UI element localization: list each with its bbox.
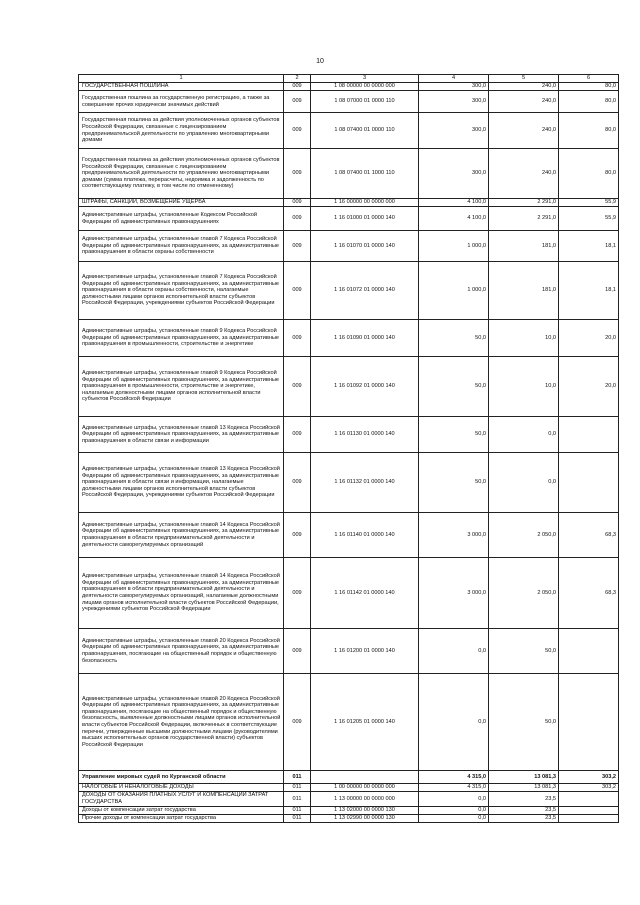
admin-code-cell: 009 <box>284 91 311 113</box>
value-col5-cell: 181,0 <box>489 262 559 320</box>
row-name-cell: Государственная пошлина за действия уполномоченных органов субъектов Российской Федерации, связанные с лицензированием предпринимательской деятельности по управлению многоквартирными домами <box>79 113 284 149</box>
classification-code-cell: 1 16 01130 01 0000 140 <box>311 417 419 453</box>
value-col6-cell: 20,0 <box>559 357 619 417</box>
value-col6-cell <box>559 674 619 771</box>
column-number: 6 <box>559 75 619 83</box>
row-name-cell: Административные штрафы, установленные главой 20 Кодекса Российской Федерации об административных правонарушениях, за административные правонарушения, посягающие на общественный порядок и общественную безопасность, выявленные должностными лицами органов исполнительной власти субъектов Российской Федерации, включенных в соответствующие перечни, утвержденные высшими должностными лицами (руководителями высших исполнительных органов государственной власти) субъектов Российской Федерации <box>79 674 284 771</box>
admin-code-cell: 011 <box>284 784 311 792</box>
value-col4-cell: 0,0 <box>419 674 489 771</box>
value-col4-cell: 300,0 <box>419 113 489 149</box>
row-name-cell: ГОСУДАРСТВЕННАЯ ПОШЛИНА <box>79 83 284 91</box>
table-row <box>79 231 619 262</box>
value-col5-cell: 50,0 <box>489 674 559 771</box>
value-col5-cell: 13 081,3 <box>489 771 559 784</box>
value-col6-cell <box>559 807 619 815</box>
value-col4-cell: 50,0 <box>419 417 489 453</box>
value-col5-cell: 240,0 <box>489 91 559 113</box>
row-name-cell: Административные штрафы, установленные главой 14 Кодекса Российской Федерации об административных правонарушениях, за административные правонарушения в области предпринимательской деятельности и деятельности саморегулируемых организаций <box>79 513 284 558</box>
value-col5-cell: 2 050,0 <box>489 558 559 629</box>
classification-code-cell: 1 13 02000 00 0000 130 <box>311 807 419 815</box>
row-name-cell: ШТРАФЫ, САНКЦИИ, ВОЗМЕЩЕНИЕ УЩЕРБА <box>79 199 284 207</box>
row-name-cell: Государственная пошлина за действия уполномоченных органов субъектов Российской Федерации, связанные с лицензированием предпринимательской деятельности по управлению многоквартирными домами (сумма платежа, перерасчеты, недоимка и задолженность по соответствующему платежу, в том числе по отмененному) <box>79 149 284 199</box>
classification-code-cell: 1 16 01205 01 0000 140 <box>311 674 419 771</box>
value-col5-cell: 240,0 <box>489 149 559 199</box>
row-name-cell: Административные штрафы, установленные главой 7 Кодекса Российской Федерации об административных правонарушениях, за административные правонарушения в области охраны собственности <box>79 231 284 262</box>
admin-code-cell: 011 <box>284 815 311 823</box>
value-col4-cell: 50,0 <box>419 453 489 513</box>
value-col6-cell <box>559 453 619 513</box>
table-row <box>79 807 619 815</box>
revenue-table <box>78 74 619 823</box>
value-col5-cell: 240,0 <box>489 113 559 149</box>
value-col4-cell: 4 100,0 <box>419 199 489 207</box>
table-row <box>79 199 619 207</box>
row-name-cell: Государственная пошлина за государственную регистрацию, а также за совершение прочих юридически значимых действий <box>79 91 284 113</box>
value-col5-cell: 23,5 <box>489 815 559 823</box>
value-col6-cell: 68,3 <box>559 513 619 558</box>
admin-code-cell: 009 <box>284 629 311 674</box>
admin-code-cell: 009 <box>284 262 311 320</box>
table-row <box>79 771 619 784</box>
value-col4-cell: 0,0 <box>419 629 489 674</box>
column-number: 2 <box>284 75 311 83</box>
value-col6-cell: 80,0 <box>559 113 619 149</box>
table-row <box>79 207 619 231</box>
value-col5-cell: 13 081,3 <box>489 784 559 792</box>
row-name-cell: Административные штрафы, установленные главой 9 Кодекса Российской Федерации об административных правонарушениях, за административные правонарушения в промышленности, строительстве и энергетике, налагаемые должностными лицами органов исполнительной власти субъектов Российской Федерации <box>79 357 284 417</box>
row-name-cell: Административные штрафы, установленные главой 13 Кодекса Российской Федерации об административных правонарушениях, за административные правонарушения в области связи и информации <box>79 417 284 453</box>
value-col4-cell: 50,0 <box>419 320 489 357</box>
table-row <box>79 262 619 320</box>
row-name-cell: Административные штрафы, установленные Кодексом Российской Федерации об административных правонарушениях <box>79 207 284 231</box>
table-row <box>79 320 619 357</box>
classification-code-cell: 1 16 00000 00 0000 000 <box>311 199 419 207</box>
value-col4-cell: 1 000,0 <box>419 231 489 262</box>
table-row <box>79 453 619 513</box>
classification-code-cell: 1 08 07000 01 0000 110 <box>311 91 419 113</box>
classification-code-cell: 1 16 01142 01 0000 140 <box>311 558 419 629</box>
value-col6-cell <box>559 629 619 674</box>
value-col4-cell: 300,0 <box>419 149 489 199</box>
value-col5-cell: 10,0 <box>489 357 559 417</box>
page-number: 10 <box>316 58 324 65</box>
classification-code-cell: 1 16 01000 01 0000 140 <box>311 207 419 231</box>
value-col4-cell: 300,0 <box>419 91 489 113</box>
classification-code-cell: 1 13 00000 00 0000 000 <box>311 792 419 807</box>
classification-code-cell <box>311 771 419 784</box>
value-col5-cell: 50,0 <box>489 629 559 674</box>
table-row <box>79 629 619 674</box>
value-col6-cell: 303,2 <box>559 784 619 792</box>
classification-code-cell: 1 16 01200 01 0000 140 <box>311 629 419 674</box>
table-row <box>79 792 619 807</box>
table-row <box>79 558 619 629</box>
classification-code-cell: 1 08 00000 00 0000 000 <box>311 83 419 91</box>
value-col6-cell <box>559 417 619 453</box>
table-row <box>79 815 619 823</box>
value-col5-cell: 23,5 <box>489 807 559 815</box>
value-col5-cell: 2 291,0 <box>489 199 559 207</box>
admin-code-cell: 009 <box>284 231 311 262</box>
column-number: 5 <box>489 75 559 83</box>
value-col4-cell: 4 315,0 <box>419 771 489 784</box>
admin-code-cell: 009 <box>284 83 311 91</box>
row-name-cell: Управление мировых судей по Курганской области <box>79 771 284 784</box>
row-name-cell: Административные штрафы, установленные главой 13 Кодекса Российской Федерации об административных правонарушениях, за административные правонарушения в области связи и информации, налагаемые должностными лицами органов исполнительной власти субъектов Российской Федерации, учреждениями субъектов Российской Федерации <box>79 453 284 513</box>
value-col5-cell: 2 050,0 <box>489 513 559 558</box>
table-row <box>79 113 619 149</box>
value-col6-cell: 303,2 <box>559 771 619 784</box>
table-row <box>79 83 619 91</box>
row-name-cell: Доходы от компенсации затрат государства <box>79 807 284 815</box>
value-col5-cell: 0,0 <box>489 453 559 513</box>
row-name-cell: НАЛОГОВЫЕ И НЕНАЛОГОВЫЕ ДОХОДЫ <box>79 784 284 792</box>
value-col6-cell: 80,0 <box>559 83 619 91</box>
admin-code-cell: 009 <box>284 453 311 513</box>
value-col6-cell: 80,0 <box>559 149 619 199</box>
value-col6-cell: 20,0 <box>559 320 619 357</box>
row-name-cell: Прочие доходы от компенсации затрат государства <box>79 815 284 823</box>
admin-code-cell: 009 <box>284 207 311 231</box>
value-col6-cell: 18,1 <box>559 262 619 320</box>
classification-code-cell: 1 00 00000 00 0000 000 <box>311 784 419 792</box>
admin-code-cell: 009 <box>284 513 311 558</box>
value-col4-cell: 3 000,0 <box>419 513 489 558</box>
classification-code-cell: 1 16 01092 01 0000 140 <box>311 357 419 417</box>
classification-code-cell: 1 16 01132 01 0000 140 <box>311 453 419 513</box>
value-col5-cell: 23,5 <box>489 792 559 807</box>
value-col6-cell: 80,0 <box>559 91 619 113</box>
classification-code-cell: 1 16 01072 01 0000 140 <box>311 262 419 320</box>
value-col4-cell: 4 315,0 <box>419 784 489 792</box>
admin-code-cell: 011 <box>284 771 311 784</box>
value-col6-cell <box>559 815 619 823</box>
column-number-row <box>79 75 619 83</box>
table-body <box>79 83 619 823</box>
classification-code-cell: 1 16 01090 01 0000 140 <box>311 320 419 357</box>
table-row <box>79 149 619 199</box>
admin-code-cell: 009 <box>284 320 311 357</box>
table-row <box>79 357 619 417</box>
admin-code-cell: 009 <box>284 558 311 629</box>
row-name-cell: Административные штрафы, установленные главой 9 Кодекса Российской Федерации об административных правонарушениях, за административные правонарушения в промышленности, строительстве и энергетике <box>79 320 284 357</box>
admin-code-cell: 011 <box>284 807 311 815</box>
value-col6-cell: 55,9 <box>559 207 619 231</box>
table-row <box>79 417 619 453</box>
admin-code-cell: 009 <box>284 113 311 149</box>
column-number: 1 <box>79 75 284 83</box>
column-number: 4 <box>419 75 489 83</box>
admin-code-cell: 009 <box>284 149 311 199</box>
value-col4-cell: 50,0 <box>419 357 489 417</box>
row-name-cell: ДОХОДЫ ОТ ОКАЗАНИЯ ПЛАТНЫХ УСЛУГ И КОМПЕНСАЦИИ ЗАТРАТ ГОСУДАРСТВА <box>79 792 284 807</box>
value-col5-cell: 240,0 <box>489 83 559 91</box>
value-col4-cell: 1 000,0 <box>419 262 489 320</box>
value-col4-cell: 300,0 <box>419 83 489 91</box>
value-col5-cell: 2 291,0 <box>489 207 559 231</box>
value-col4-cell: 3 000,0 <box>419 558 489 629</box>
table-row <box>79 674 619 771</box>
admin-code-cell: 011 <box>284 792 311 807</box>
classification-code-cell: 1 16 01070 01 0000 140 <box>311 231 419 262</box>
row-name-cell: Административные штрафы, установленные главой 7 Кодекса Российской Федерации об административных правонарушениях, за административные правонарушения в области охраны собственности, налагаемые должностными лицами органов исполнительной власти субъектов Российской Федерации, учреждениями субъектов Российской Федерации <box>79 262 284 320</box>
value-col5-cell: 0,0 <box>489 417 559 453</box>
column-number: 3 <box>311 75 419 83</box>
value-col5-cell: 181,0 <box>489 231 559 262</box>
row-name-cell: Административные штрафы, установленные главой 14 Кодекса Российской Федерации об административных правонарушениях, за административные правонарушения в области предпринимательской деятельности и деятельности саморегулируемых организаций, налагаемые должностными лицами органов исполнительной власти субъектов Российской Федерации, учреждениями субъектов Российской Федерации <box>79 558 284 629</box>
value-col6-cell: 68,3 <box>559 558 619 629</box>
admin-code-cell: 009 <box>284 357 311 417</box>
value-col4-cell: 0,0 <box>419 815 489 823</box>
row-name-cell: Административные штрафы, установленные главой 20 Кодекса Российской Федерации об административных правонарушениях, за административные правонарушения, посягающие на общественный порядок и общественную безопасность <box>79 629 284 674</box>
value-col4-cell: 0,0 <box>419 792 489 807</box>
table-row <box>79 91 619 113</box>
value-col4-cell: 0,0 <box>419 807 489 815</box>
value-col4-cell: 4 100,0 <box>419 207 489 231</box>
table-row <box>79 784 619 792</box>
admin-code-cell: 009 <box>284 417 311 453</box>
table-row <box>79 513 619 558</box>
value-col6-cell: 18,1 <box>559 231 619 262</box>
admin-code-cell: 009 <box>284 199 311 207</box>
value-col6-cell <box>559 792 619 807</box>
classification-code-cell: 1 08 07400 01 1000 110 <box>311 149 419 199</box>
value-col6-cell: 55,9 <box>559 199 619 207</box>
admin-code-cell: 009 <box>284 674 311 771</box>
classification-code-cell: 1 13 02990 00 0000 130 <box>311 815 419 823</box>
classification-code-cell: 1 08 07400 01 0000 110 <box>311 113 419 149</box>
classification-code-cell: 1 16 01140 01 0000 140 <box>311 513 419 558</box>
value-col5-cell: 10,0 <box>489 320 559 357</box>
